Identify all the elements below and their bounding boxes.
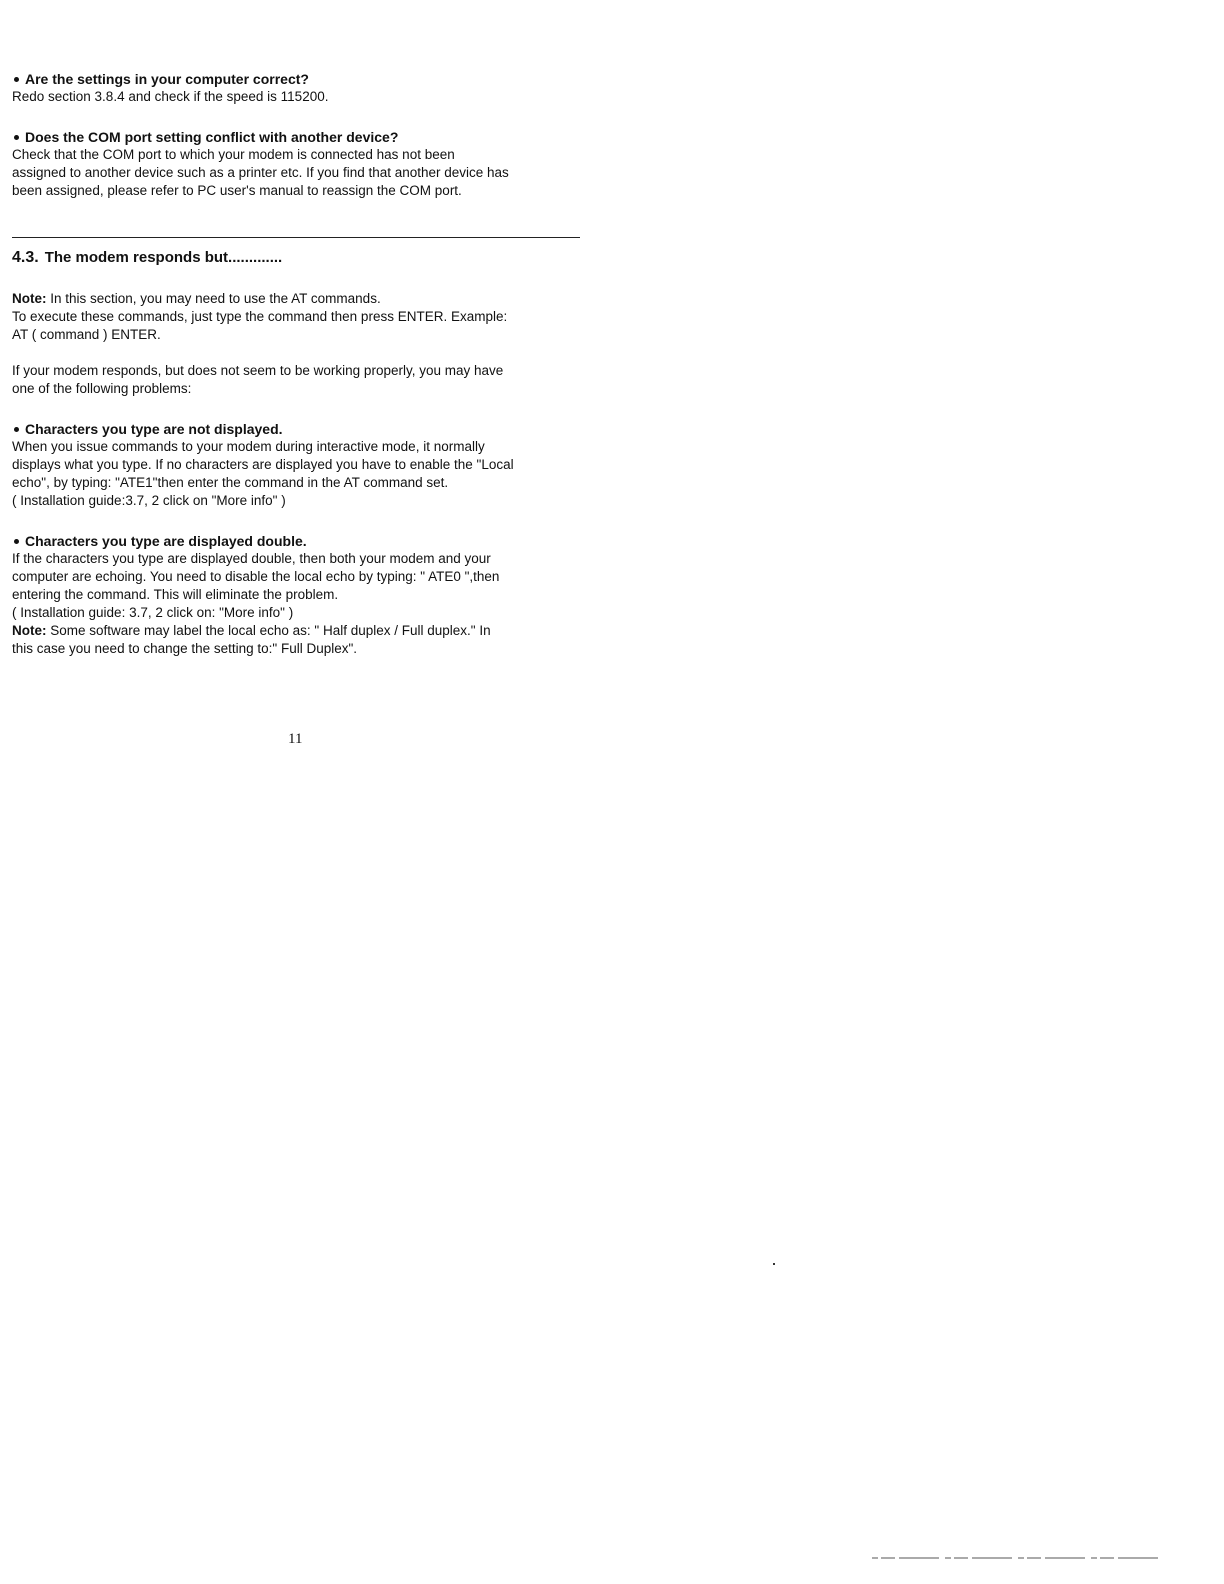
bullet-icon <box>14 77 19 82</box>
bullet-heading-displayed-double <box>12 532 578 550</box>
heading-text: Characters you type are displayed double. <box>25 533 307 549</box>
heading-text: Characters you type are not displayed. <box>25 421 283 437</box>
paragraph-line: ( Installation guide: 3.7, 2 click on: "More info" ) <box>12 605 294 620</box>
paragraph-line: Check that the COM port to which your modem is connected has not been <box>12 147 455 162</box>
section-heading-4-3 <box>12 248 578 268</box>
note-line <box>12 290 578 308</box>
paragraph-line: one of the following problems: <box>12 381 192 396</box>
note-label: Note: <box>12 291 47 306</box>
note-text: In this section, you may need to use the AT commands. <box>50 291 381 306</box>
scan-edge-artifact <box>0 1557 1224 1558</box>
note-label: Note: <box>12 623 47 638</box>
paragraph-line: AT ( command ) ENTER. <box>12 327 161 342</box>
bullet-heading-com-port <box>12 128 578 146</box>
paragraph-line: assigned to another device such as a printer etc. If you find that another device has <box>12 165 509 180</box>
section-title: The modem responds but............. <box>44 249 283 266</box>
paragraph-line: computer are echoing. You need to disable the local echo by typing: " ATE0 ",then <box>12 569 500 584</box>
section-number: 4.3. <box>12 249 39 266</box>
paragraph-line: When you issue commands to your modem during interactive mode, it normally <box>12 439 485 454</box>
scan-speck <box>773 1263 775 1265</box>
bullet-heading-not-displayed <box>12 420 578 438</box>
page-number: 11 <box>288 731 303 747</box>
bullet-heading-settings <box>12 70 578 88</box>
note-line <box>12 622 578 640</box>
bullet-icon <box>14 135 19 140</box>
note-text: Some software may label the local echo as: " Half duplex / Full duplex." In <box>50 623 491 638</box>
paragraph-line: echo", by typing: "ATE1"then enter the command in the AT command set. <box>12 475 449 490</box>
paragraph-line: this case you need to change the setting to:" Full Duplex". <box>12 641 358 656</box>
paragraph-line: been assigned, please refer to PC user's manual to reassign the COM port. <box>12 183 462 198</box>
manual-page-content <box>12 70 578 658</box>
bullet-icon <box>14 427 19 432</box>
paragraph-line: To execute these commands, just type the command then press ENTER. Example: <box>12 309 508 324</box>
paragraph-line: entering the command. This will eliminate the problem. <box>12 587 339 602</box>
paragraph-line: If the characters you type are displayed double, then both your modem and your <box>12 551 491 566</box>
scan-edge-svg <box>0 1557 1224 1561</box>
heading-text: Are the settings in your computer correct? <box>25 71 309 87</box>
paragraph-line: If your modem responds, but does not seem to be working properly, you may have <box>12 363 504 378</box>
paragraph-line: Redo section 3.8.4 and check if the speed is 115200. <box>12 89 329 104</box>
paragraph-line: displays what you type. If no characters are displayed you have to enable the "Local <box>12 457 514 472</box>
heading-text: Does the COM port setting conflict with another device? <box>25 129 399 145</box>
bullet-icon <box>14 539 19 544</box>
paragraph-line: ( Installation guide:3.7, 2 click on "More info" ) <box>12 493 286 508</box>
